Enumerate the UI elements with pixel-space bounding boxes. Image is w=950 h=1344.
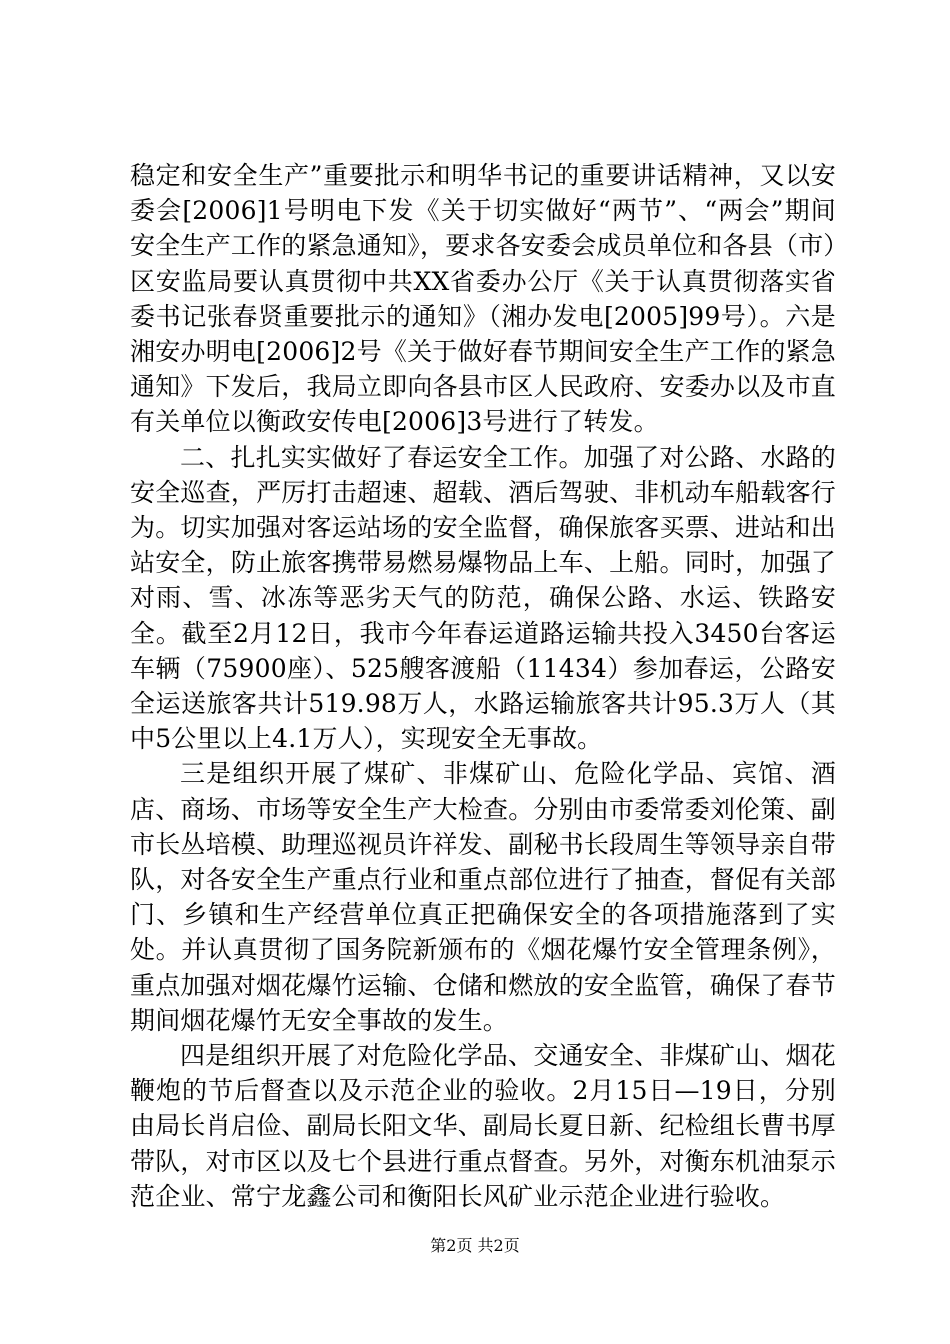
paragraph-1: 稳定和安全生产”重要批示和明华书记的重要讲话精神，又以安委会[2006]1号明电下发《关于切实做好“两节”、“两会”期间安全生产工作的紧急通知》，要求各安委会成员单位和各县（市）区安监局要认真贯彻中共XX省委办公厅《关于认真贯彻落实省委书记张春贤重要批示的通知》（湘办发电[2005]99号）。六是湘安办明电[2006]2号《关于做好春节期间安全生产工作的紧急通知》下发后，我局立即向各县市区人民政府、安委办以及市直有关单位以衡政安传电[2006]3号进行了转发。 [130,161,836,437]
document-body [130,158,836,1214]
paragraph-4: 四是组织开展了对危险化学品、交通安全、非煤矿山、烟花鞭炮的节后督查以及示范企业的验收。2月15日—19日，分别由局长肖启俭、副局长阳文华、副局长夏日新、纪检组长曹书厚带队，对市区以及七个县进行重点督查。另外，对衡东机油泵示范企业、常宁龙鑫公司和衡阳长风矿业示范企业进行验收。 [130,1041,836,1211]
page-number-footer: 第2页 共2页 [430,1236,520,1255]
paragraph-3: 三是组织开展了煤矿、非煤矿山、危险化学品、宾馆、酒店、商场、市场等安全生产大检查。分别由市委常委刘伦策、副市长丛培模、助理巡视员许祥发、副秘书长段周生等领导亲自带队，对各安全生产重点行业和重点部位进行了抽查，督促有关部门、乡镇和生产经营单位真正把确保安全的各项措施落到了实处。并认真贯彻了国务院新颁布的《烟花爆竹安全管理条例》，重点加强对烟花爆竹运输、仓储和燃放的安全监管，确保了春节期间烟花爆竹无安全事故的发生。 [130,759,836,1035]
paragraph-2: 二、扎扎实实做好了春运安全工作。加强了对公路、水路的安全巡查，严厉打击超速、超载、酒后驾驶、非机动车船载客行为。切实加强对客运站场的安全监督，确保旅客买票、进站和出站安全，防止旅客携带易燃易爆物品上车、上船。同时，加强了对雨、雪、冰冻等恶劣天气的防范，确保公路、水运、铁路安全。截至2月12日，我市今年春运道路运输共投入3450台客运车辆（75900座）、525艘客渡船（11434）参加春运，公路安全运送旅客共计519.98万人，水路运输旅客共计95.3万人（其中5公里以上4.1万人），实现安全无事故。 [130,442,836,754]
